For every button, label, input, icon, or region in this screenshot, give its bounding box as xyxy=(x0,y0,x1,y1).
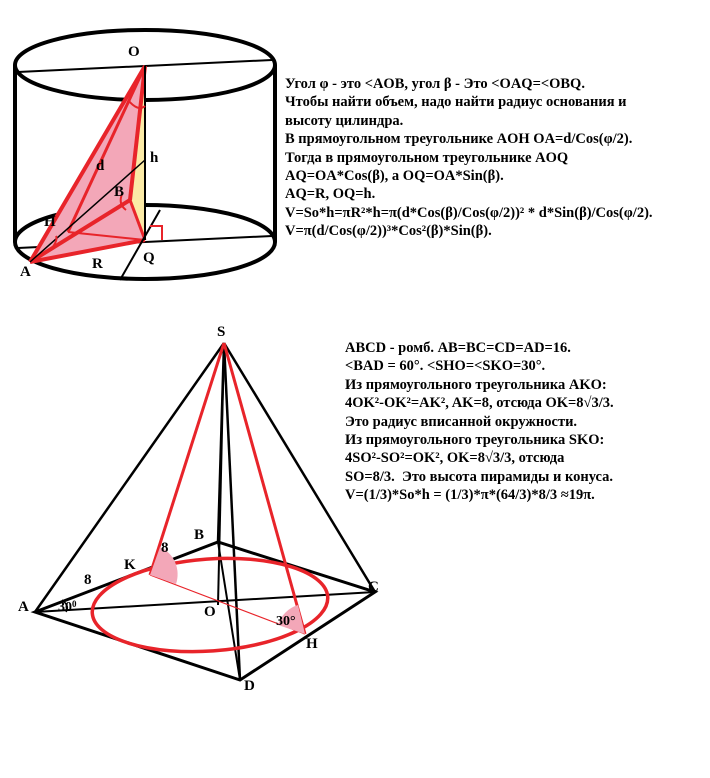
pyramid-text-line: Из прямоугольного треугольника SKO: xyxy=(345,432,605,449)
label-eight-ak: 8 xyxy=(84,572,92,588)
label-o: O xyxy=(128,44,140,60)
cylinder-text-line: AQ=R, OQ=h. xyxy=(285,186,376,203)
right-angle-q xyxy=(150,226,162,240)
cylinder-text-line: V=So*h=πR²*h=π(d*Cos(β)/Cos(φ/2))² * d*Sin(β)/Cos(φ/2). xyxy=(285,204,653,221)
pyramid-text-line: <BAD = 60°. <SHO=<SKO=30°. xyxy=(345,358,546,375)
label-a2: A xyxy=(18,599,29,615)
cylinder-text-line: Чтобы найти объем, надо найти радиус основания и xyxy=(285,94,627,111)
label-d2: D xyxy=(244,678,255,694)
label-b2: B xyxy=(194,527,205,543)
pyramid-text-line: V=(1/3)*So*h = (1/3)*π*(64/3)*8/3 ≈19π. xyxy=(345,487,595,504)
label-c: C xyxy=(368,579,379,595)
label-h2: H xyxy=(306,636,318,652)
pyramid-text-line: Это радиус вписанной окружности. xyxy=(345,413,578,430)
label-o2: O xyxy=(204,604,216,620)
label-angle-h: 30° xyxy=(276,614,296,629)
cylinder-solution-text xyxy=(285,75,653,241)
label-d: d xyxy=(96,158,105,174)
cylinder-figure xyxy=(15,30,275,280)
pyramid-text-line: 4OK²-OK²=AK², AK=8, отсюда OK=8√3/3. xyxy=(345,395,614,412)
cylinder-text-line: Угол φ - это <AOB, угол β - Это <OAQ=<OBQ. xyxy=(285,76,585,92)
cylinder-text-line: высоту цилиндра. xyxy=(285,112,404,129)
pyramid-text-line: ABCD - ромб. AB=BC=CD=AD=16. xyxy=(345,340,571,356)
label-angle-a: $30^0$ xyxy=(58,599,77,615)
label-s: S xyxy=(217,324,226,340)
pyramid-figure xyxy=(18,324,379,694)
pyramid-text-line: 4SO²-SO²=OK², OK=8√3/3, отсюда xyxy=(345,450,565,467)
cylinder-text-line: Тогда в прямоугольном треугольнике AOQ xyxy=(285,149,569,166)
pyramid-solution-text xyxy=(345,339,614,505)
cylinder-text-line: V=π(d/Cos(φ/2))³*Cos²(β)*Sin(β). xyxy=(285,223,492,240)
label-eight-kb: 8 xyxy=(161,540,169,556)
label-q: Q xyxy=(143,250,155,266)
label-h-height: h xyxy=(150,150,159,166)
cylinder-text-line: В прямоугольном треугольнике AOH OA=d/Cos(φ/2). xyxy=(285,131,633,148)
label-r: R xyxy=(92,256,103,272)
label-a: A xyxy=(20,264,31,280)
cylinder-text-line: AQ=OA*Cos(β), а OQ=OA*Sin(β). xyxy=(285,168,504,185)
label-b: B xyxy=(114,184,125,200)
pyramid-text-line: Из прямоугольного треугольника AKO: xyxy=(345,376,607,393)
label-k: K xyxy=(124,557,136,573)
label-h-point: H xyxy=(44,214,56,230)
pyramid-text-line: SO=8/3. Это высота пирамиды и конуса. xyxy=(345,468,614,485)
